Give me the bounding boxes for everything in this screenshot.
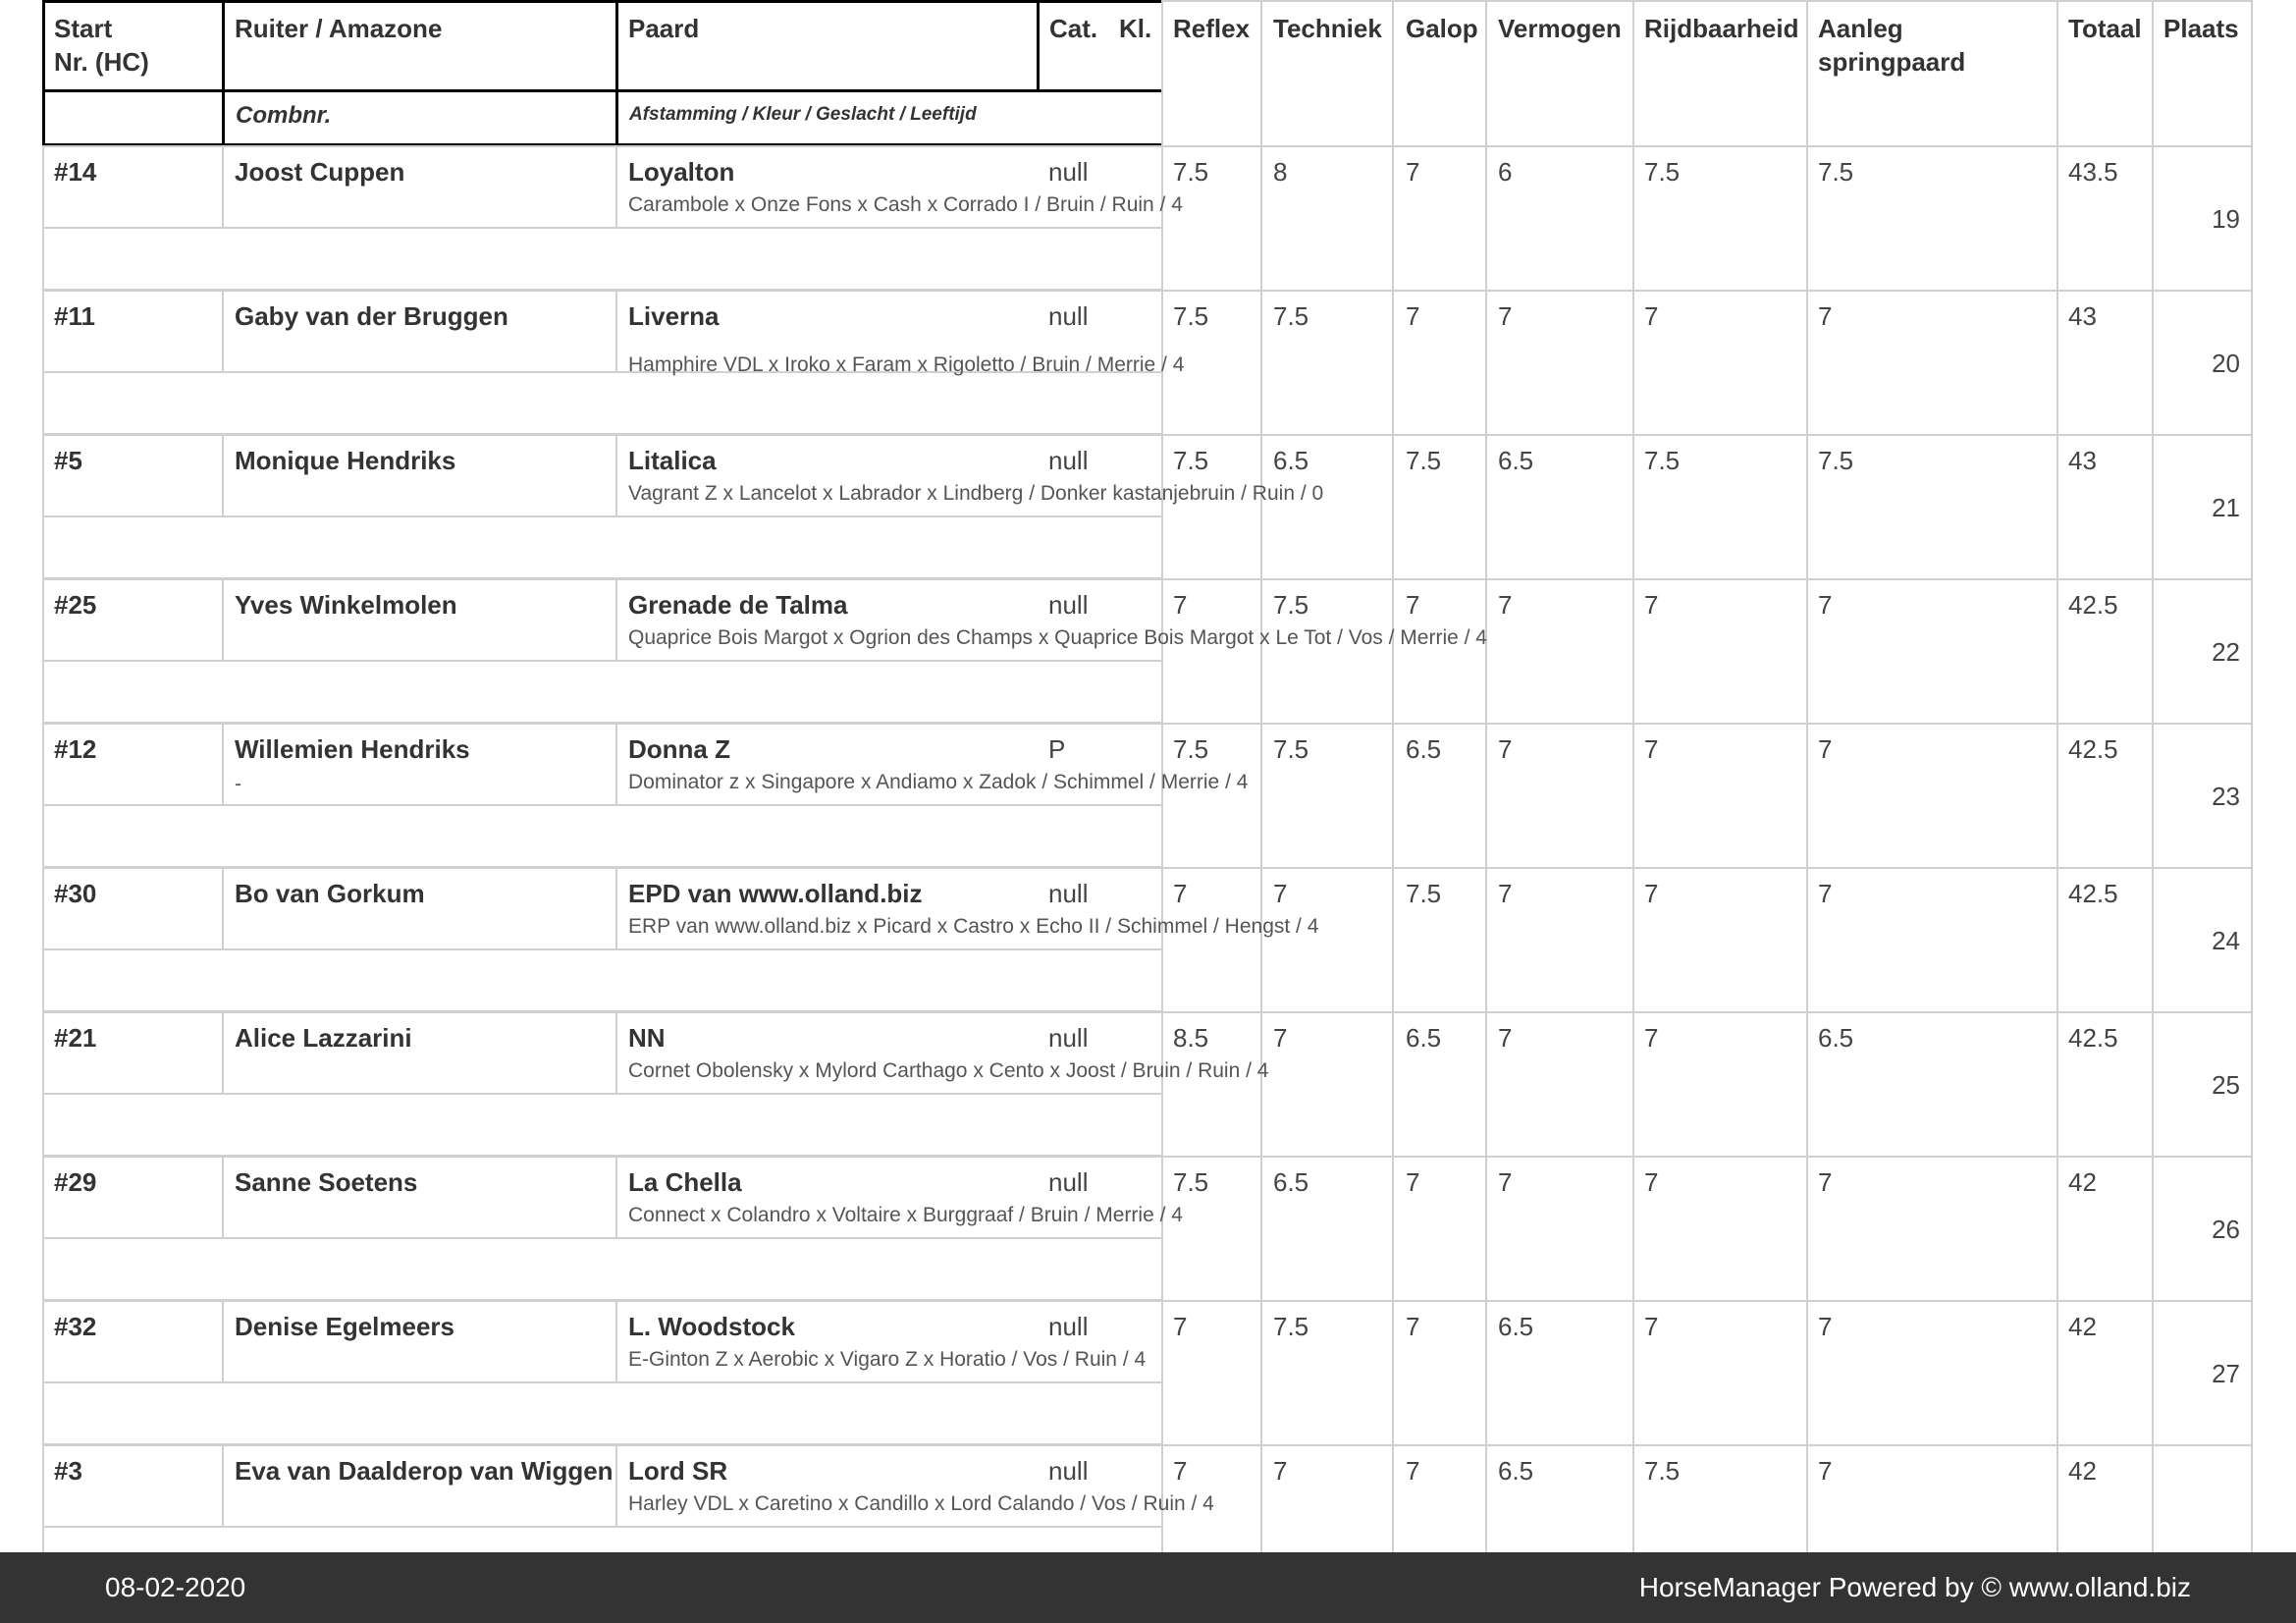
totaal-score: 42.5 — [2068, 734, 2118, 764]
rijdbaarheid-score: 7 — [1644, 301, 1659, 331]
aanleg-score: 7 — [1818, 879, 1833, 908]
start-nr: #21 — [54, 1023, 97, 1053]
vermogen-score: 6.5 — [1498, 446, 1534, 475]
header-aanleg: Aanleg springpaard — [1818, 14, 1966, 77]
start-nr: #29 — [54, 1167, 97, 1197]
pedigree: ERP van www.olland.biz x Picard x Castro x Echo II / Schimmel / Hengst / 4 — [628, 915, 1319, 938]
pedigree: Carambole x Onze Fons x Cash x Corrado I / Bruin / Ruin / 4 — [628, 193, 1183, 216]
cat-value: null — [1048, 157, 1089, 187]
horse-name: Grenade de Talma — [628, 590, 848, 620]
cat-value: null — [1048, 590, 1089, 620]
row-border-c1 — [222, 290, 224, 372]
row-border-c2 — [615, 1444, 617, 1527]
start-nr: #11 — [54, 301, 95, 331]
grid-v-plaats — [2152, 0, 2154, 1552]
row-border-c2 — [615, 867, 617, 949]
row-border-c2 — [615, 1011, 617, 1094]
row-border-left — [42, 723, 44, 866]
plaats-value: 23 — [2212, 782, 2240, 811]
row-border-mid — [42, 1237, 1161, 1239]
pedigree: Vagrant Z x Lancelot x Labrador x Lindberg / Donker kastanjebruin / Ruin / 0 — [628, 482, 1324, 505]
totaal-score: 42 — [2068, 1167, 2097, 1197]
rider-name: Bo van Gorkum — [235, 879, 425, 908]
row-border-c2 — [615, 1156, 617, 1238]
rijdbaarheid-score: 7 — [1644, 590, 1659, 620]
row-border-c2 — [615, 290, 617, 372]
reflex-score: 7.5 — [1173, 1167, 1209, 1197]
row-border-c1 — [222, 578, 224, 661]
vermogen-score: 6.5 — [1498, 1312, 1534, 1341]
start-nr: #30 — [54, 879, 97, 908]
pedigree: Quaprice Bois Margot x Ogrion des Champs x Quaprice Bois Margot x Le Tot / Vos / Merrie / 4 — [628, 626, 1487, 649]
header-vermogen: Vermogen — [1498, 14, 1622, 43]
galop-score: 7 — [1406, 1167, 1420, 1197]
horse-name: Litalica — [628, 446, 717, 475]
cat-value: null — [1048, 301, 1089, 331]
row-border-mid — [42, 660, 1161, 662]
grid-h-top — [1161, 0, 2253, 2]
header-rijdbaarheid: Rijdbaarheid — [1644, 14, 1799, 43]
row-border-c2 — [615, 1300, 617, 1382]
header-totaal: Totaal — [2068, 14, 2142, 43]
rider-name: Eva van Daalderop van Wiggen — [235, 1456, 614, 1486]
techniek-score: 6.5 — [1273, 1167, 1309, 1197]
totaal-score: 42.5 — [2068, 1023, 2118, 1053]
footer-brand: HorseManager Powered by © www.olland.biz — [1638, 1572, 2191, 1602]
horse-name: Loyalton — [628, 157, 735, 187]
galop-score: 7 — [1406, 1456, 1420, 1486]
cat-value: null — [1048, 1023, 1089, 1053]
grid-v-vermogen — [1485, 0, 1487, 1552]
aanleg-score: 7 — [1818, 1167, 1833, 1197]
header-rider: Ruiter / Amazone — [235, 14, 443, 43]
row-border-mid — [42, 804, 1161, 806]
row-border-c2 — [615, 578, 617, 661]
row-border-c2 — [615, 145, 617, 228]
vermogen-score: 7 — [1498, 1023, 1513, 1053]
horse-name: L. Woodstock — [628, 1312, 795, 1341]
horse-name: Lord SR — [628, 1456, 728, 1486]
header-plaats: Plaats — [2163, 14, 2239, 43]
totaal-score: 43 — [2068, 301, 2097, 331]
row-border-left — [42, 1156, 44, 1299]
pedigree: Hamphire VDL x Iroko x Faram x Rigoletto / Bruin / Merrie / 4 — [628, 353, 1185, 376]
row-border-top — [42, 1300, 2253, 1302]
galop-score: 7.5 — [1406, 879, 1442, 908]
row-border-left — [42, 1011, 44, 1155]
header-galop: Galop — [1406, 14, 1478, 43]
techniek-score: 7.5 — [1273, 1312, 1309, 1341]
header-border-mid — [42, 89, 1161, 92]
rider-name: Denise Egelmeers — [235, 1312, 455, 1341]
pedigree: Dominator z x Singapore x Andiamo x Zadok / Schimmel / Merrie / 4 — [628, 771, 1249, 793]
row-border-c1 — [222, 1300, 224, 1382]
aanleg-score: 7 — [1818, 1456, 1833, 1486]
aanleg-score: 7 — [1818, 590, 1833, 620]
galop-score: 7.5 — [1406, 446, 1442, 475]
galop-score: 6.5 — [1406, 734, 1442, 764]
pedigree: E-Ginton Z x Aerobic x Vigaro Z x Horatio / Vos / Ruin / 4 — [628, 1348, 1147, 1371]
reflex-score: 7.5 — [1173, 157, 1209, 187]
reflex-score: 7.5 — [1173, 446, 1209, 475]
row-border-mid — [42, 1526, 1161, 1528]
header-border-c1 — [222, 0, 225, 145]
rider-name: Sanne Soetens — [235, 1167, 418, 1197]
plaats-value: 19 — [2212, 204, 2240, 234]
row-border-left — [42, 578, 44, 722]
grid-v-aanleg — [1806, 0, 1808, 1552]
techniek-score: 7.5 — [1273, 590, 1309, 620]
rijdbaarheid-score: 7.5 — [1644, 446, 1681, 475]
reflex-score: 8.5 — [1173, 1023, 1209, 1053]
grid-v-rijdbaarheid — [1632, 0, 1634, 1552]
header-border-c3 — [1037, 0, 1040, 91]
header-techniek: Techniek — [1273, 14, 1382, 43]
row-border-c1 — [222, 867, 224, 949]
cat-value: null — [1048, 1312, 1089, 1341]
rider-sub: - — [235, 773, 241, 795]
galop-score: 7 — [1406, 590, 1420, 620]
plaats-value: 22 — [2212, 637, 2240, 667]
reflex-score: 7 — [1173, 590, 1188, 620]
row-border-mid — [42, 515, 1161, 517]
header-afstamming: Afstamming / Kleur / Geslacht / Leeftijd — [629, 104, 977, 125]
row-border-c1 — [222, 1444, 224, 1527]
cat-value: P — [1048, 734, 1066, 764]
footer-date: 08-02-2020 — [105, 1572, 246, 1602]
row-border-top — [42, 867, 2253, 869]
row-border-mid — [42, 948, 1161, 950]
row-border-left — [42, 290, 44, 433]
totaal-score: 42.5 — [2068, 590, 2118, 620]
row-border-c1 — [222, 723, 224, 805]
totaal-score: 42 — [2068, 1312, 2097, 1341]
rider-name: Monique Hendriks — [235, 446, 456, 475]
cat-value: null — [1048, 446, 1089, 475]
header-kl: Kl. — [1119, 14, 1152, 43]
techniek-score: 6.5 — [1273, 446, 1309, 475]
aanleg-score: 7 — [1818, 734, 1833, 764]
row-border-top — [42, 290, 2253, 292]
pedigree: Connect x Colandro x Voltaire x Burggraaf / Bruin / Merrie / 4 — [628, 1204, 1183, 1226]
header-border-top — [42, 0, 1161, 3]
pedigree: Harley VDL x Caretino x Candillo x Lord Calando / Vos / Ruin / 4 — [628, 1492, 1214, 1515]
aanleg-score: 7 — [1818, 1312, 1833, 1341]
grid-v-techniek — [1260, 0, 1262, 1552]
row-border-c1 — [222, 1156, 224, 1238]
start-nr: #32 — [54, 1312, 97, 1341]
rijdbaarheid-score: 7 — [1644, 1023, 1659, 1053]
totaal-score: 42 — [2068, 1456, 2097, 1486]
cat-value: null — [1048, 879, 1089, 908]
aanleg-score: 7.5 — [1818, 446, 1854, 475]
horse-name: NN — [628, 1023, 666, 1053]
rider-name: Alice Lazzarini — [235, 1023, 412, 1053]
vermogen-score: 6 — [1498, 157, 1513, 187]
rijdbaarheid-score: 7 — [1644, 1167, 1659, 1197]
header-reflex: Reflex — [1173, 14, 1251, 43]
rider-name: Yves Winkelmolen — [235, 590, 457, 620]
row-border-c1 — [222, 434, 224, 516]
galop-score: 7 — [1406, 157, 1420, 187]
row-border-top — [42, 1011, 2253, 1013]
grid-v-totaal — [2056, 0, 2058, 1552]
reflex-score: 7.5 — [1173, 734, 1209, 764]
row-border-mid — [42, 1093, 1161, 1095]
start-nr: #3 — [54, 1456, 82, 1486]
galop-score: 6.5 — [1406, 1023, 1442, 1053]
page-footer — [0, 1552, 2296, 1623]
pedigree: Cornet Obolensky x Mylord Carthago x Cento x Joost / Bruin / Ruin / 4 — [628, 1059, 1269, 1082]
row-border-top — [42, 1444, 2253, 1446]
row-border-c2 — [615, 723, 617, 805]
row-border-top — [42, 723, 2253, 725]
vermogen-score: 7 — [1498, 1167, 1513, 1197]
row-border-c2 — [615, 434, 617, 516]
rijdbaarheid-score: 7 — [1644, 879, 1659, 908]
header-horse: Paard — [628, 14, 700, 43]
techniek-score: 7.5 — [1273, 301, 1309, 331]
vermogen-score: 6.5 — [1498, 1456, 1534, 1486]
techniek-score: 7 — [1273, 1456, 1288, 1486]
start-nr: #14 — [54, 157, 97, 187]
reflex-score: 7.5 — [1173, 301, 1209, 331]
plaats-value: 25 — [2212, 1070, 2240, 1100]
cat-value: null — [1048, 1167, 1089, 1197]
row-border-c1 — [222, 1011, 224, 1094]
totaal-score: 42.5 — [2068, 879, 2118, 908]
rijdbaarheid-score: 7.5 — [1644, 157, 1681, 187]
header-border-c2 — [615, 0, 618, 145]
row-border-top — [42, 434, 2253, 436]
start-nr: #12 — [54, 734, 97, 764]
rider-name: Willemien Hendriks — [235, 734, 470, 764]
row-border-left — [42, 145, 44, 289]
header-cat: Cat. — [1049, 14, 1098, 43]
row-border-top — [42, 1156, 2253, 1158]
grid-v-galop — [1392, 0, 1394, 1552]
row-border-left — [42, 434, 44, 577]
reflex-score: 7 — [1173, 1312, 1188, 1341]
reflex-score: 7 — [1173, 1456, 1188, 1486]
rider-name: Joost Cuppen — [235, 157, 405, 187]
plaats-value: 26 — [2212, 1215, 2240, 1244]
row-border-mid — [42, 227, 1161, 229]
cat-value: null — [1048, 1456, 1089, 1486]
row-border-top — [42, 145, 2253, 147]
techniek-score: 7.5 — [1273, 734, 1309, 764]
techniek-score: 7 — [1273, 879, 1288, 908]
horse-name: EPD van www.olland.biz — [628, 879, 923, 908]
rijdbaarheid-score: 7 — [1644, 1312, 1659, 1341]
aanleg-score: 6.5 — [1818, 1023, 1854, 1053]
vermogen-score: 7 — [1498, 734, 1513, 764]
grid-v-right — [2251, 0, 2253, 1552]
rijdbaarheid-score: 7.5 — [1644, 1456, 1681, 1486]
row-border-top — [42, 578, 2253, 580]
row-border-left — [42, 867, 44, 1010]
plaats-value: 20 — [2212, 349, 2240, 378]
plaats-value: 27 — [2212, 1359, 2240, 1388]
totaal-score: 43.5 — [2068, 157, 2118, 187]
row-border-left — [42, 1300, 44, 1443]
reflex-score: 7 — [1173, 879, 1188, 908]
plaats-value: 24 — [2212, 926, 2240, 955]
header-border-left — [42, 0, 45, 145]
aanleg-score: 7.5 — [1818, 157, 1854, 187]
start-nr: #5 — [54, 446, 82, 475]
horse-name: Liverna — [628, 301, 720, 331]
rider-name: Gaby van der Bruggen — [235, 301, 508, 331]
vermogen-score: 7 — [1498, 879, 1513, 908]
galop-score: 7 — [1406, 301, 1420, 331]
header-start-nr: Start Nr. (HC) — [54, 14, 149, 77]
plaats-value: 21 — [2212, 493, 2240, 522]
vermogen-score: 7 — [1498, 590, 1513, 620]
totaal-score: 43 — [2068, 446, 2097, 475]
row-border-mid — [42, 1381, 1161, 1383]
horse-name: Donna Z — [628, 734, 730, 764]
rijdbaarheid-score: 7 — [1644, 734, 1659, 764]
techniek-score: 7 — [1273, 1023, 1288, 1053]
galop-score: 7 — [1406, 1312, 1420, 1341]
header-combnr: Combnr. — [236, 102, 332, 129]
techniek-score: 8 — [1273, 157, 1288, 187]
aanleg-score: 7 — [1818, 301, 1833, 331]
start-nr: #25 — [54, 590, 97, 620]
horse-name: La Chella — [628, 1167, 742, 1197]
vermogen-score: 7 — [1498, 301, 1513, 331]
row-border-c1 — [222, 145, 224, 228]
